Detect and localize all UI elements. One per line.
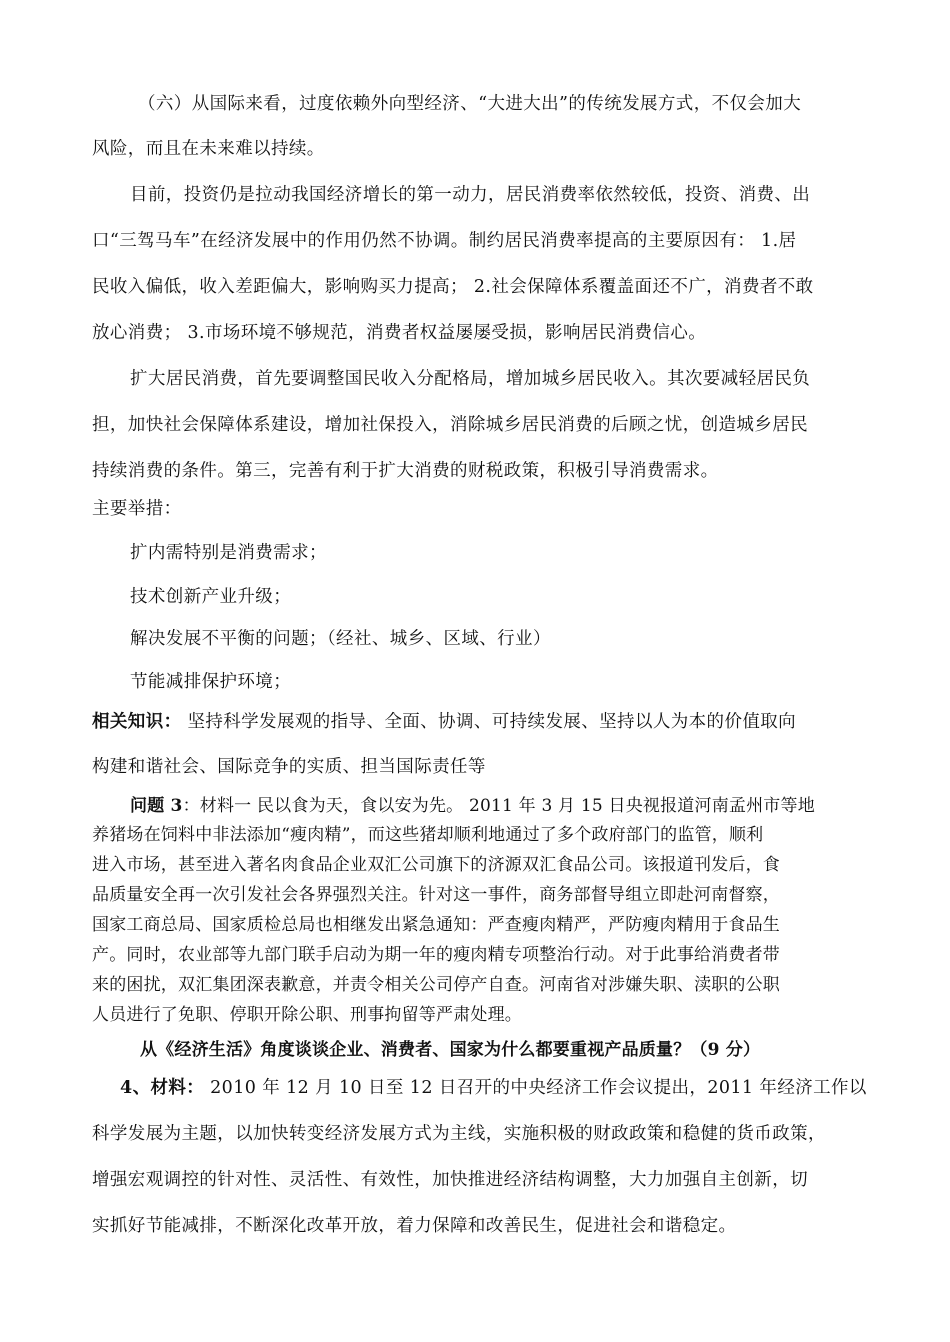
q3-line-2: 养猪场在饲料中非法添加“瘦肉精”，而这些猪却顺利地通过了多个政府部门的监管，顺利: [92, 825, 764, 845]
p3-line-3: 持续消费的条件。第三，完善有利于扩大消费的财税政策，积极引导消费需求。: [92, 461, 719, 481]
q4-text-first: 2010 年 12 月 10 日至 12 日召开的中央经济工作会议提出，2011 年经济工作以: [204, 1078, 867, 1098]
q3-label: 问题 3: [130, 796, 183, 816]
related-knowledge-label: 相关知识：: [92, 712, 182, 732]
q3-line-6: 产。同时，农业部等九部门联手启动为期一年的瘦肉精专项整治行动。对于此事给消费者带: [92, 945, 780, 965]
q3-text-first: ：材料一 民以食为天，食以安为先。 2011 年 3 月 15 日央视报道河南孟州市等地: [182, 796, 815, 816]
related-knowledge-text: 坚持科学发展观的指导、全面、协调、可持续发展、坚持以人为本的价值取向: [181, 712, 797, 732]
related-knowledge-line-1: [92, 710, 796, 734]
q4-label: 4、材料：: [120, 1078, 205, 1098]
q3-line-7: 来的困扰，双汇集团深表歉意，并责令相关公司停产自查。河南省对涉嫌失职、渎职的公职: [92, 975, 780, 995]
measures-title: 主要举措：: [92, 499, 182, 519]
measure-item-1: 扩内需特别是消费需求；: [130, 543, 327, 563]
q3-line-8: 人员进行了免职、停职开除公职、刑事拘留等严肃处理。: [92, 1005, 522, 1025]
related-knowledge-line-2: 构建和谐社会、国际竞争的实质、担当国际责任等: [92, 757, 486, 777]
q3-line-5: 国家工商总局、国家质检总局也相继发出紧急通知：严查瘦肉精严，严防瘦肉精用于食品生: [92, 915, 780, 935]
p2-line-3: 民收入偏低，收入差距偏大，影响购买力提高； 2.社会保障体系覆盖面还不广，消费者不敢: [92, 277, 814, 297]
p3-line-2: 担，加快社会保障体系建设，增加社保投入，消除城乡居民消费的后顾之忧，创造城乡居民: [92, 415, 808, 435]
p3-line-1: 扩大居民消费，首先要调整国民收入分配格局，增加城乡居民收入。其次要减轻居民负: [130, 369, 811, 389]
q4-line-4: 实抓好节能减排，不断深化改革开放，着力保障和改善民生，促进社会和谐稳定。: [92, 1216, 737, 1236]
q3-line-3: 进入市场，甚至进入著名肉食品企业双汇公司旗下的济源双汇食品公司。该报道刊发后，食: [92, 855, 780, 875]
q3-question: 从《经济生活》角度谈谈企业、消费者、国家为什么都要重视产品质量？（9 分）: [140, 1040, 761, 1060]
p2-line-1: 目前，投资仍是拉动我国经济增长的第一动力，居民消费率依然较低，投资、消费、出: [130, 185, 811, 205]
measure-item-3: 解决发展不平衡的问题；（经社、城乡、区域、行业）: [130, 629, 551, 649]
p2-line-4: 放心消费； 3.市场环境不够规范，消费者权益屡屡受损，影响居民消费信心。: [92, 323, 707, 343]
q4-line-1: [120, 1076, 867, 1100]
measure-item-4: 节能减排保护环境；: [130, 672, 292, 692]
q3-line-4: 品质量安全再一次引发社会各界强烈关注。针对这一事件，商务部督导组立即赴河南督察，: [92, 885, 780, 905]
q4-line-2: 科学发展为主题，以加快转变经济发展方式为主线，实施积极的财政政策和稳健的货币政策，: [92, 1124, 826, 1144]
p2-line-2: 口“三驾马车”在经济发展中的作用仍然不协调。制约居民消费率提高的主要原因有： 1.居: [92, 231, 797, 251]
q3-line-1: [130, 794, 815, 818]
measure-item-2: 技术创新产业升级；: [130, 587, 292, 607]
q4-line-3: 增强宏观调控的针对性、灵活性、有效性，加快推进经济结构调整，大力加强自主创新，切: [92, 1170, 808, 1190]
p1-line-2: 风险，而且在未来难以持续。: [92, 139, 325, 159]
p1-line-1: （六）从国际来看，过度依赖外向型经济、“大进大出”的传统发展方式，不仅会加大: [138, 94, 802, 114]
